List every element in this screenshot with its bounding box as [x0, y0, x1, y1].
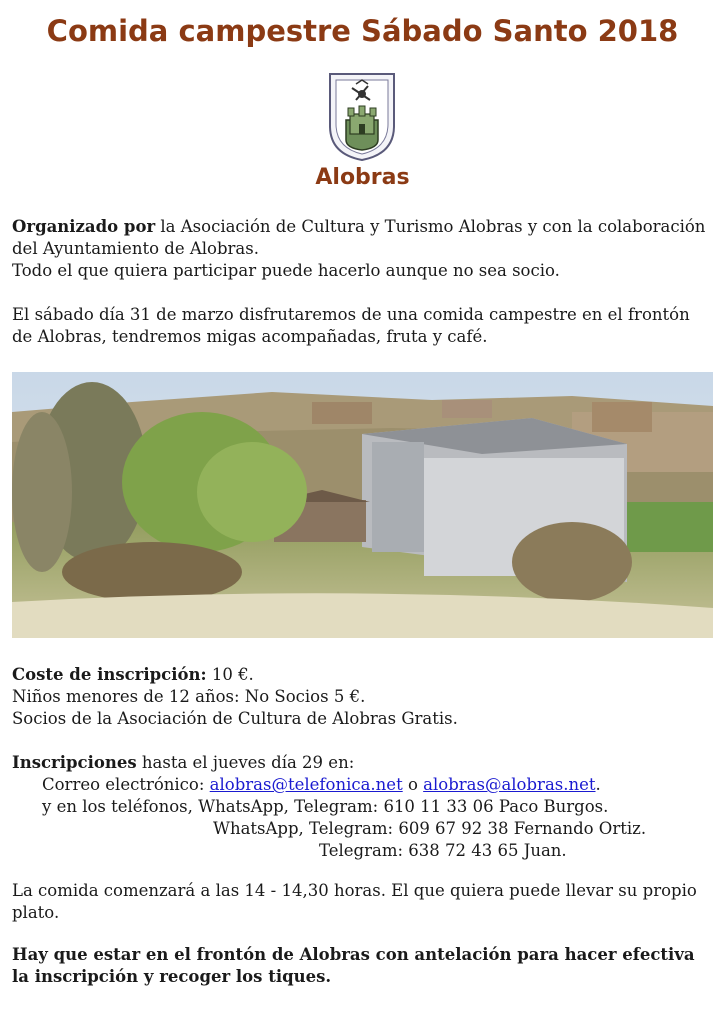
intro-section: [12, 216, 712, 282]
email-link-alobras[interactable]: alobras@alobras.net: [423, 775, 596, 794]
registration-section: [12, 752, 712, 862]
event-section: [12, 304, 712, 348]
phone-line-fernando: WhatsApp, Telegram: 609 67 92 38 Fernando Ortiz.: [213, 819, 647, 838]
alobras-coat-of-arms-icon: [326, 70, 398, 162]
cost-value: 10 €.: [206, 665, 254, 684]
organization-name: Alobras: [315, 165, 410, 190]
cost-label: Coste de inscripción:: [12, 665, 207, 684]
registration-label: Inscripciones: [12, 753, 137, 772]
cost-line: [12, 664, 712, 686]
children-price: Niños menores de 12 años: No Socios 5 €.: [12, 687, 366, 706]
email-link-telefonica[interactable]: alobras@telefonica.net: [209, 775, 403, 794]
registration-deadline: hasta el jueves día 29 en:: [136, 753, 355, 772]
phone-line-juan: Telegram: 638 72 43 65 Juan.: [319, 841, 567, 860]
cost-section: [12, 664, 712, 730]
notice-text: Hay que estar en el frontón de Alobras con antelación para hacer efectiva la inscripción y recoger los tiques.: [12, 945, 695, 986]
notice-section: [12, 944, 712, 988]
organized-paragraph: [12, 216, 712, 260]
email-prefix: Correo electrónico:: [42, 775, 210, 794]
registration-line: [12, 752, 712, 774]
email-end: .: [595, 775, 601, 794]
fronton-landscape-photo: [12, 372, 713, 638]
email-or: o: [402, 775, 424, 794]
schedule-text: La comida comenzará a las 14 - 14,30 horas. El que quiera puede llevar su propio plato.: [12, 881, 697, 922]
schedule-section: [12, 880, 712, 924]
anyone-paragraph: Todo el que quiera participar puede hacerlo aunque no sea socio.: [12, 261, 560, 280]
page-title: Comida campestre Sábado Santo 2018: [46, 14, 679, 48]
organized-label: Organizado por: [12, 217, 156, 236]
organized-text: la Asociación de Cultura y Turismo Alobras y con la colaboración del Ayuntamiento de Alobras.: [12, 217, 706, 258]
email-line: [12, 774, 712, 796]
members-price: Socios de la Asociación de Cultura de Alobras Gratis.: [12, 709, 458, 728]
event-description: El sábado día 31 de marzo disfrutaremos de una comida campestre en el frontón de Alobras, tendremos migas acompañadas, fruta y café.: [12, 305, 690, 346]
phone-line-paco: y en los teléfonos, WhatsApp, Telegram: 610 11 33 06 Paco Burgos.: [42, 797, 609, 816]
